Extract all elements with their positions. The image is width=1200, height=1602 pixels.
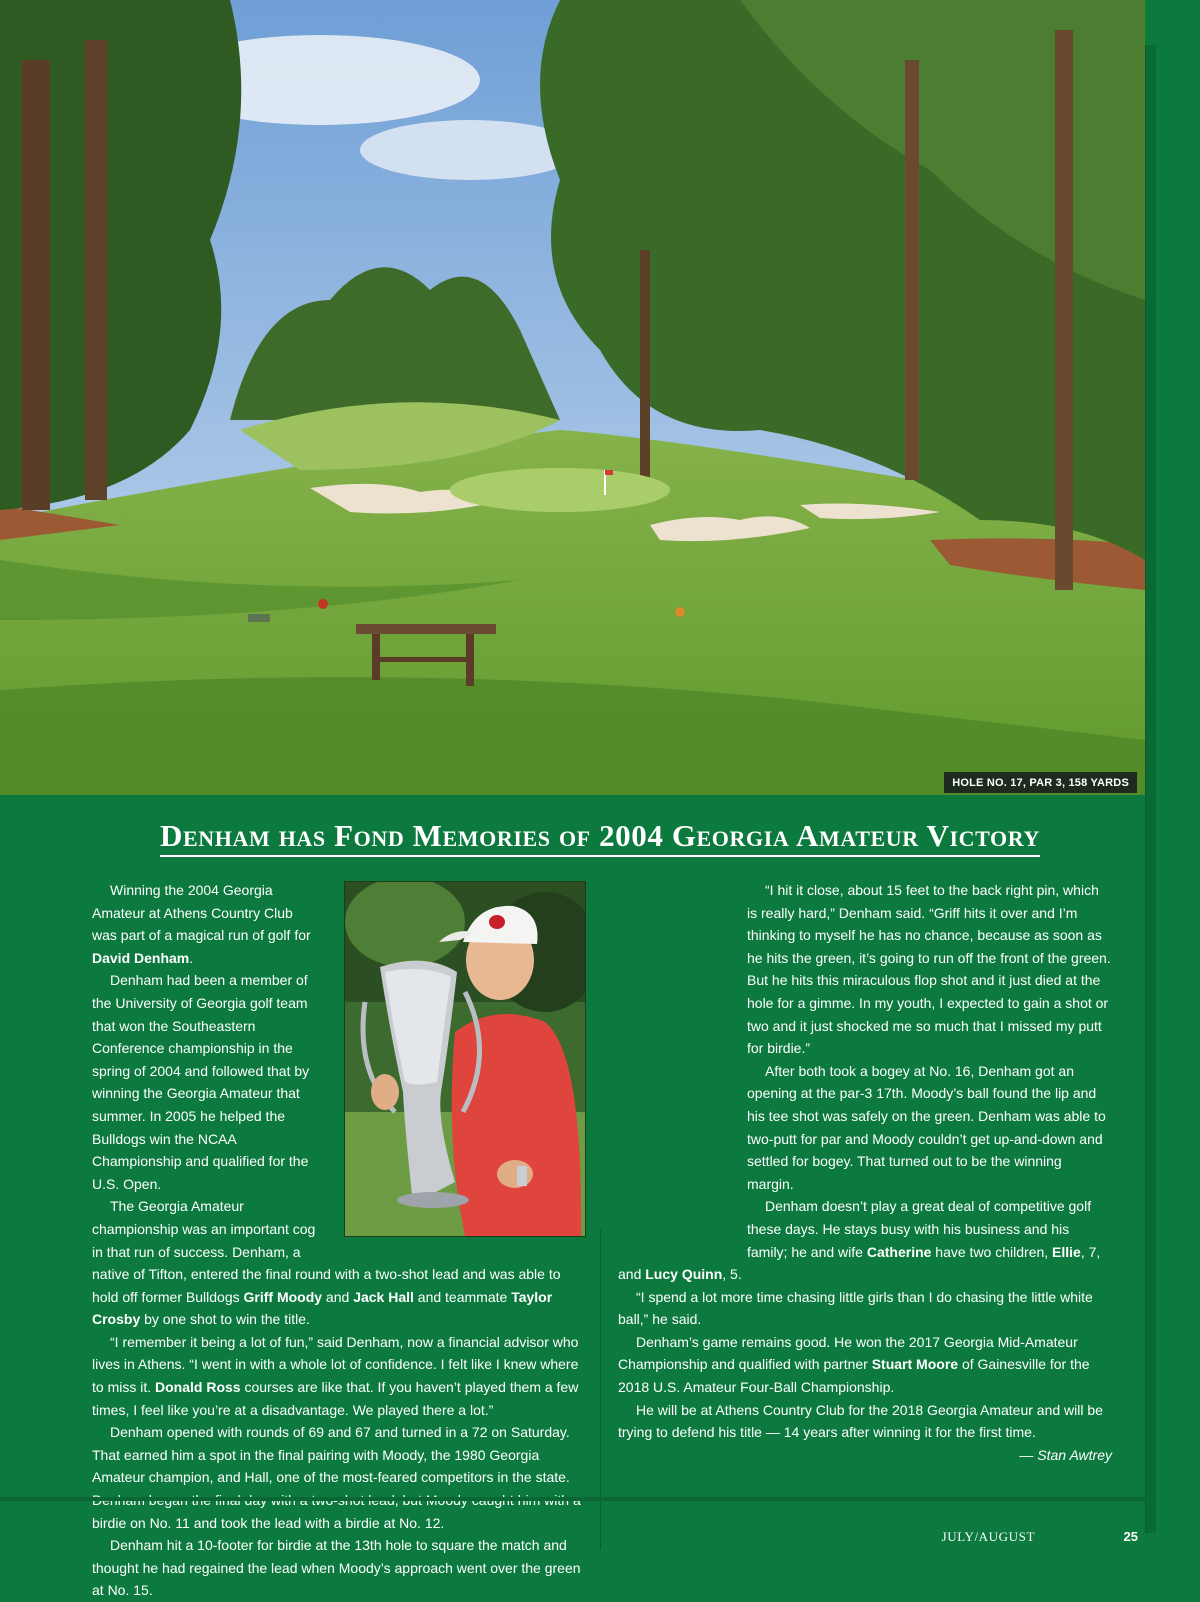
bold-name: Taylor Crosby (92, 1288, 553, 1328)
bold-name: Griff Moody (243, 1288, 323, 1305)
article-right-column (618, 879, 1112, 1466)
golf-course-illustration (0, 0, 1145, 795)
bold-name: Donald Ross (155, 1379, 241, 1396)
bold-name: Stuart Moore (871, 1356, 959, 1373)
golfer-with-trophy-illustration (345, 882, 585, 1236)
bold-name: Ellie (1052, 1243, 1081, 1260)
photo-caption: HOLE NO. 17, PAR 3, 158 YARDS (944, 772, 1137, 793)
issue-date: JULY/AUGUST (941, 1529, 1035, 1544)
article-paragraph: Denham hit a 10-footer for birdie at the 13th hole to square the match and thought he had regained the lead when Moody’s approach went over the green at No. 15. (92, 1537, 581, 1599)
article-paragraph: The Georgia Amateur championship was an important cog in that run of success. Denham, a native of Tifton, entered the final round with a two-shot lead and was able to hold off former Bulldogs Griff Moody and Jack Hall and teammate Taylor Crosby by one shot to win the title. (92, 1198, 561, 1328)
photo-wrap-spacer (618, 879, 747, 1255)
article-paragraph: Denham’s game remains good. He won the 2017 Georgia Mid-Amateur Championship and qualified with partner Stuart Moore of Gainesville for the 2018 U.S. Amateur Four-Ball Championship. (618, 1333, 1090, 1396)
article-paragraph: Winning the 2004 Georgia Amateur at Athens Country Club was part of a magical run of golf for David Denham. (92, 882, 311, 966)
article-left-column (92, 879, 586, 1602)
column-divider (600, 1230, 601, 1550)
bold-name: Catherine (866, 1243, 932, 1260)
page-number: 25 (1123, 1529, 1138, 1544)
headline-text: Denham has Fond Memories of 2004 Georgia Amateur Victory (160, 818, 1040, 857)
article-paragraph: “I hit it close, about 15 feet to the back right pin, which is really hard,” Denham said. “Griff hits it over and I’m thinking to myself he has no chance, because as soon as he hits the green, it’s going to run off the front of the green. But he hits this miraculous flop shot and it just died at the hole for a gimme. In my youth, I expected to gain a shot or two and it just shocked me so much that I missed my putt for birdie.” (747, 882, 1111, 1057)
article-paragraph: He will be at Athens Country Club for the 2018 Georgia Amateur and will be trying to defend his title — 14 years after winning it for the first time. (618, 1401, 1103, 1441)
bold-name: David Denham (92, 949, 190, 966)
article-headline (0, 818, 1200, 854)
article-paragraph: Denham doesn’t play a great deal of competitive golf these days. He stays busy with his business and his family; he and wife Catherine have two children, Ellie, 7, and Lucy Quinn, 5. (618, 1198, 1101, 1283)
article-paragraph: Denham had been a member of the University of Georgia golf team that won the Southeastern Conference championship in the spring of 2004 and followed that by winning the Georgia Amateur that summer. In 2005 he helped the Bulldogs win the NCAA Championship and qualified for the U.S. Open. (92, 972, 310, 1192)
hero-photo-golf-hole (0, 0, 1145, 795)
article-paragraph: Denham opened with rounds of 69 and 67 and turned in a 72 on Saturday. That earned him a spot in the final pairing with Moody, the 1980 Georgia Amateur champion, and Hall, one of the most-feared competitors in the state. birdie on No. 11 and took the lead with a birdie at No. 12. (92, 1424, 570, 1531)
footer-rule (0, 1497, 1145, 1501)
decorative-side-bar (1145, 45, 1156, 1533)
article-paragraph: After both took a bogey at No. 16, Denham got an opening at the par-3 17th. Moody’s ball found the lip and his tee shot was safely on the green. Denham was able to two-putt for par and Moody couldn’t get up-and-down and settled for bogey. That turned out to be the winning margin. (747, 1062, 1106, 1192)
author-signoff: — Stan Awtrey (1019, 1446, 1112, 1463)
bold-name: Jack Hall (353, 1288, 414, 1305)
article-paragraph: “I remember it being a lot of fun,” said Denham, now a financial advisor who lives in Athens. “I went in with a whole lot of confidence. I felt like I knew where to miss it. Donald Ross courses are like that. If you haven’t played them a few times, I feel like you’re at a disadvantage. We played there a lot.” (92, 1333, 579, 1418)
trophy-photo (344, 881, 586, 1237)
article-paragraph: “I spend a lot more time chasing little girls than I do chasing the little white ball,” he said. (618, 1288, 1093, 1328)
bold-name: Lucy Quinn (645, 1266, 723, 1283)
